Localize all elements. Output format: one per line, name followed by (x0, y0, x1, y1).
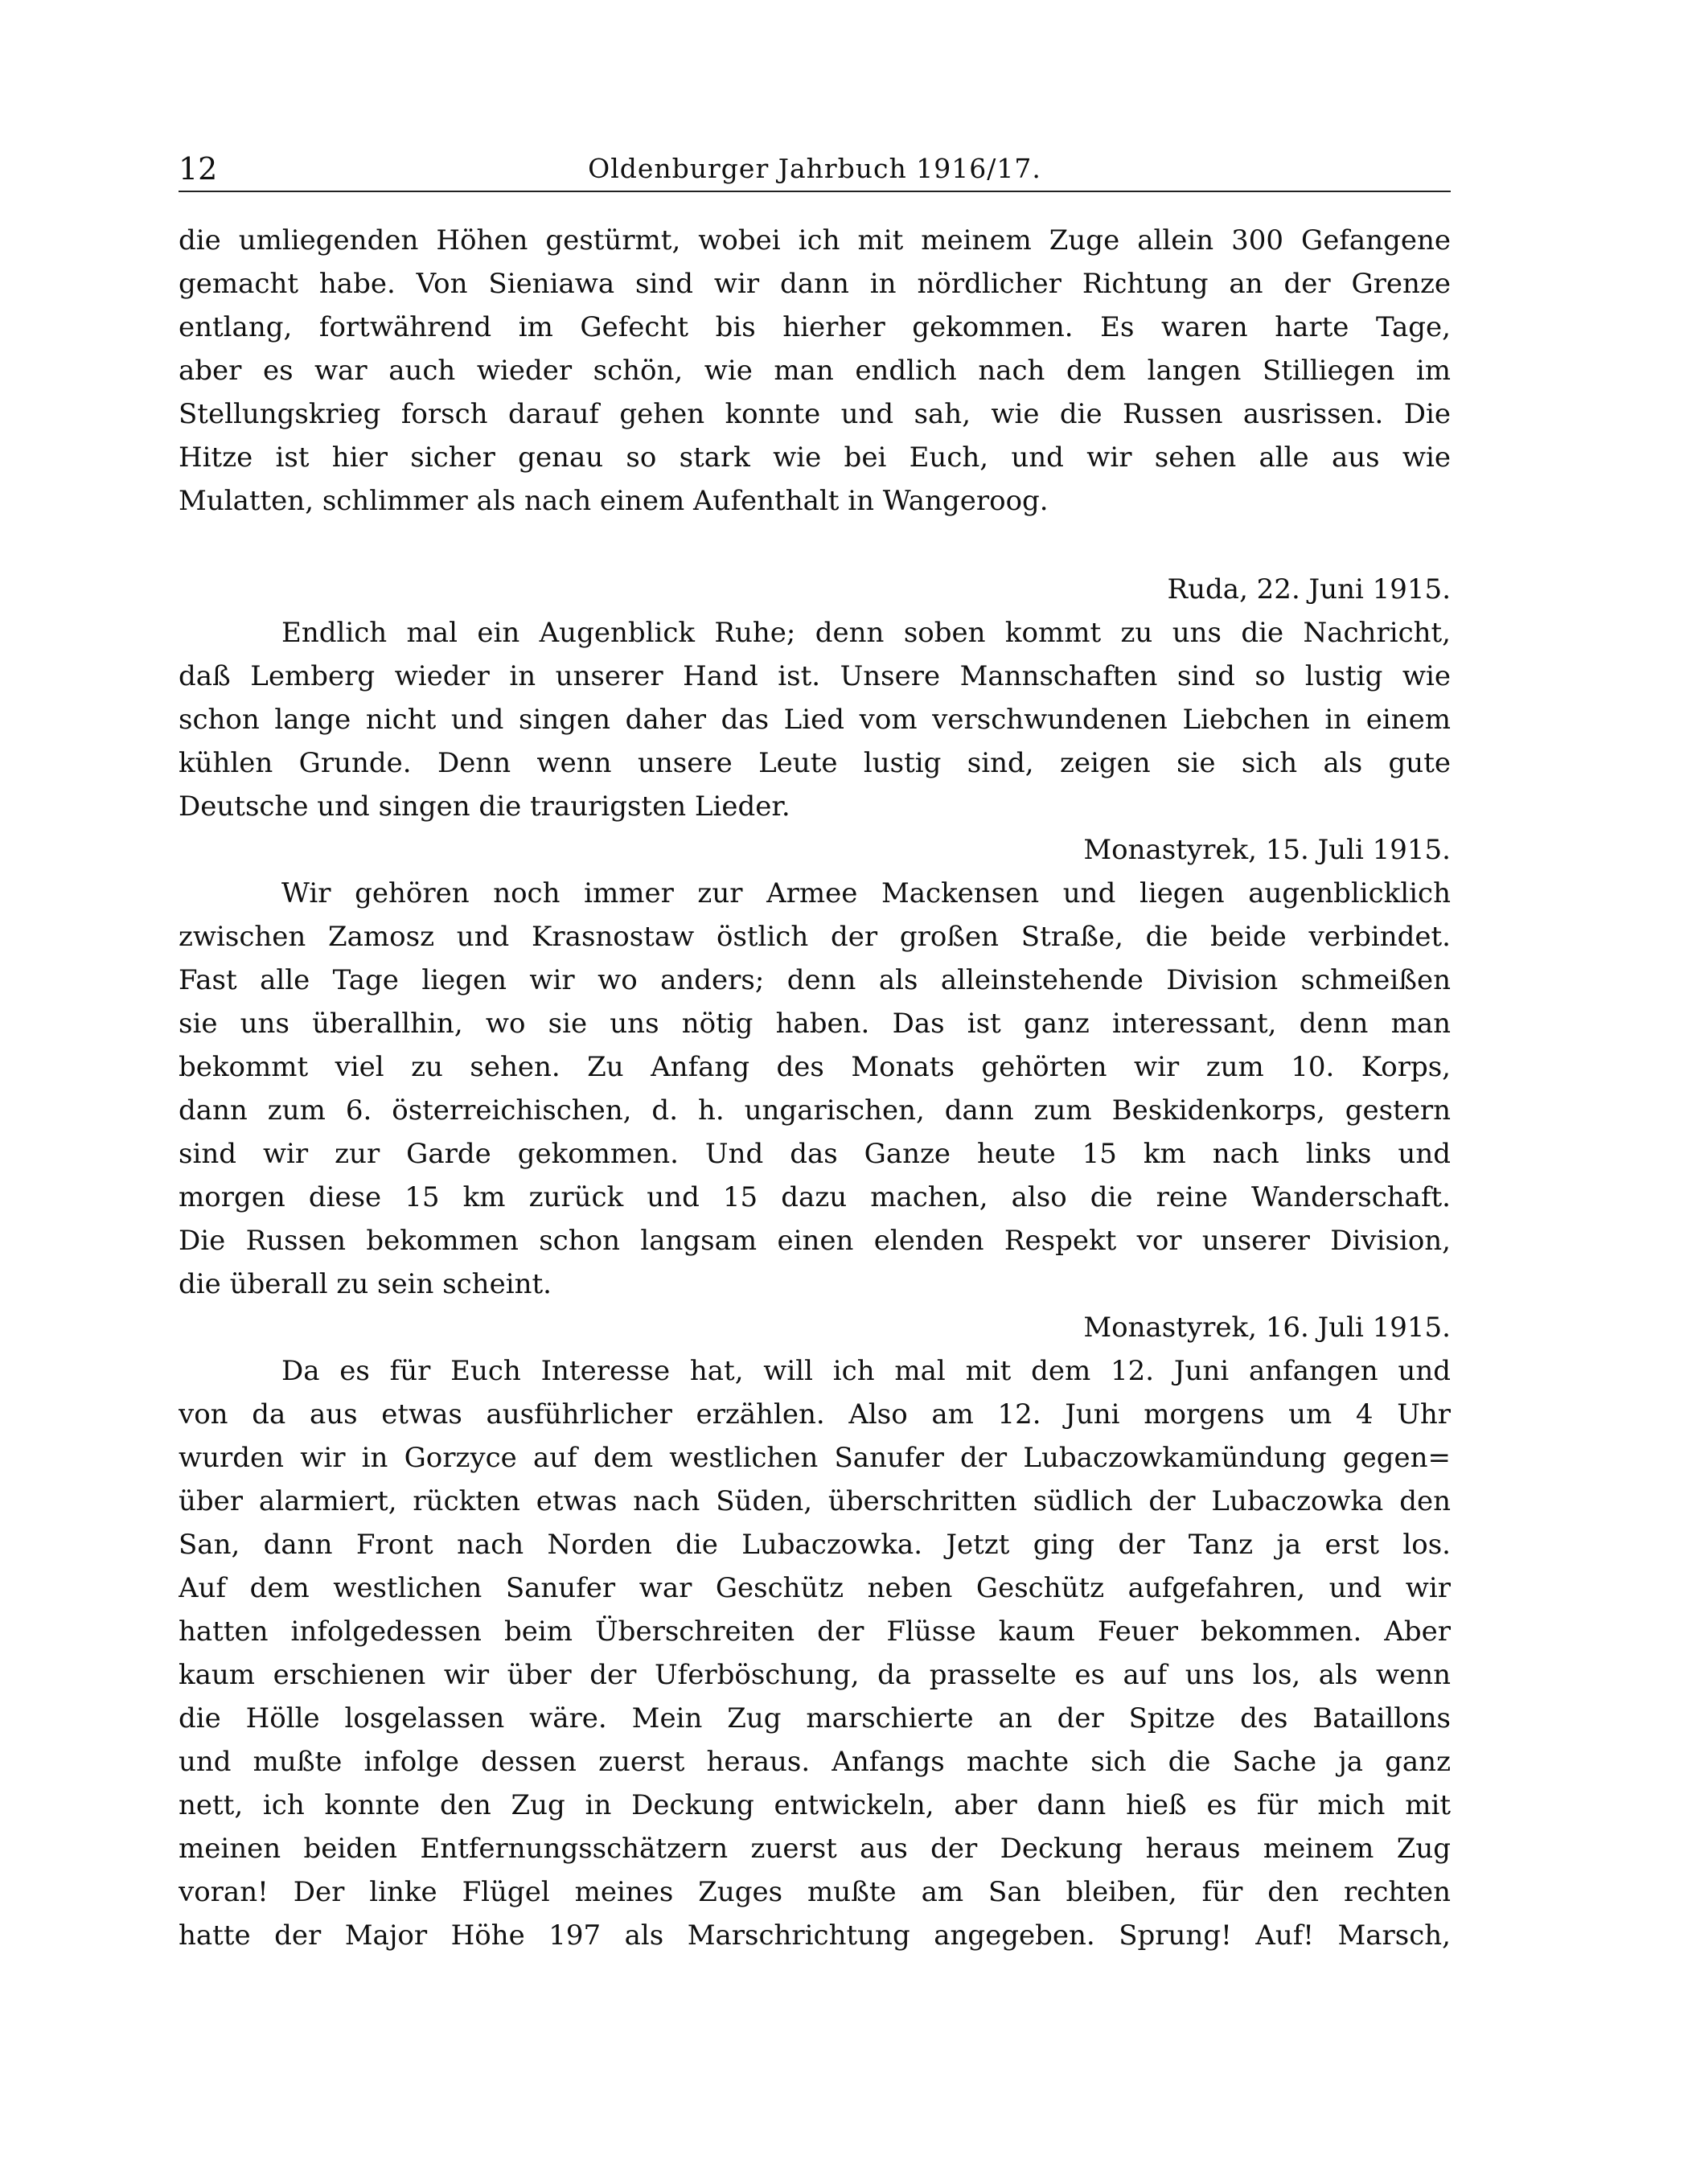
text-line: aber es war auch wieder schön, wie man endlich nach dem langen Stilliegen im (179, 355, 1451, 387)
header-rule (179, 191, 1451, 192)
text-line: sind wir zur Garde gekommen. Und das Ganze heute 15 km nach links und (179, 1138, 1451, 1170)
text-line: bekommt viel zu sehen. Zu Anfang des Monats gehörten wir zum 10. Korps, (179, 1051, 1451, 1083)
text-line: sie uns überallhin, wo sie uns nötig haben. Das ist ganz interessant, denn man (179, 1008, 1451, 1040)
running-title: Oldenburger Jahrbuch 1916/17. (588, 153, 1041, 184)
text-line: Auf dem westlichen Sanufer war Geschütz neben Geschütz aufgefahren, und wir (179, 1572, 1451, 1604)
text-line: wurden wir in Gorzyce auf dem westlichen Sanufer der Lubaczowkamündung gegen= (179, 1442, 1451, 1474)
text-line: Wir gehören noch immer zur Armee Mackensen und liegen augenblicklich (281, 877, 1451, 909)
text-line: Endlich mal ein Augenblick Ruhe; denn soben kommt zu uns die Nachricht, (281, 617, 1451, 649)
text-line: hatte der Major Höhe 197 als Marschrichtung angegeben. Sprung! Auf! Marsch, (179, 1919, 1451, 1952)
text-line: die überall zu sein scheint. (179, 1268, 552, 1300)
text-line: San, dann Front nach Norden die Lubaczowka. Jetzt ging der Tanz ja erst los. (179, 1529, 1451, 1561)
text-line: Die Russen bekommen schon langsam einen elenden Respekt vor unserer Division, (179, 1225, 1451, 1257)
text-line: über alarmiert, rückten etwas nach Süden, überschritten südlich der Lubaczowka den (179, 1485, 1451, 1517)
text-line: dann zum 6. österreichischen, d. h. ungarischen, dann zum Beskidenkorps, gestern (179, 1094, 1451, 1127)
letter-ruda (179, 568, 1451, 828)
dateline: Monastyrek, 16. Juli 1915. (1083, 1312, 1451, 1344)
text-line: Da es für Euch Interesse hat, will ich mal mit dem 12. Juni anfangen und (281, 1355, 1451, 1387)
text-line: nett, ich konnte den Zug in Deckung entwickeln, aber dann hieß es für mich mit (179, 1789, 1451, 1821)
text-line: morgen diese 15 km zurück und 15 dazu machen, also die reine Wanderschaft. (179, 1181, 1451, 1213)
text-line: kühlen Grunde. Denn wenn unsere Leute lustig sind, zeigen sie sich als gute (179, 747, 1451, 779)
text-line: gemacht habe. Von Sieniawa sind wir dann in nördlicher Richtung an der Grenze (179, 268, 1451, 300)
text-line: die Hölle losgelassen wäre. Mein Zug marschierte an der Spitze des Bataillons (179, 1702, 1451, 1734)
text-line: und mußte infolge dessen zuerst heraus. Anfangs machte sich die Sache ja ganz (179, 1746, 1451, 1778)
letter-monastyrek-15-juli (179, 828, 1451, 1306)
page-body (179, 219, 1451, 1957)
text-line: Mulatten, schlimmer als nach einem Aufenthalt in Wangeroog. (179, 485, 1049, 517)
text-line: zwischen Zamosz und Krasnostaw östlich der großen Straße, die beide verbindet. (179, 921, 1451, 953)
dateline: Monastyrek, 15. Juli 1915. (1083, 834, 1451, 866)
page-number: 12 (179, 151, 218, 187)
text-line: Deutsche und singen die traurigsten Lieder. (179, 790, 790, 823)
text-line: hatten infolgedessen beim Überschreiten der Flüsse kaum Feuer bekommen. Aber (179, 1615, 1451, 1648)
running-header (179, 146, 1451, 191)
dateline: Ruda, 22. Juni 1915. (1167, 573, 1451, 606)
text-line: kaum erschienen wir über der Uferböschung, da prasselte es auf uns los, als wenn (179, 1659, 1451, 1691)
text-line: die umliegenden Höhen gestürmt, wobei ich mit meinem Zuge allein 300 Gefangene (179, 224, 1451, 257)
text-line: Hitze ist hier sicher genau so stark wie bei Euch, und wir sehen alle aus wie (179, 441, 1451, 474)
text-line: schon lange nicht und singen daher das Lied vom verschwundenen Liebchen in einem (179, 704, 1451, 736)
text-line: Stellungskrieg forsch darauf gehen konnte und sah, wie die Russen ausrissen. Die (179, 398, 1451, 430)
text-line: entlang, fortwährend im Gefecht bis hierher gekommen. Es waren harte Tage, (179, 311, 1451, 343)
text-line: voran! Der linke Flügel meines Zuges mußte am San bleiben, für den rechten (179, 1876, 1451, 1908)
text-line: Fast alle Tage liegen wir wo anders; denn als alleinstehende Division schmeißen (179, 964, 1451, 996)
text-line: daß Lemberg wieder in unserer Hand ist. Unsere Mannschaften sind so lustig wie (179, 660, 1451, 692)
text-line: von da aus etwas ausführlicher erzählen. Also am 12. Juni morgens um 4 Uhr (179, 1398, 1451, 1431)
letter-monastyrek-16-juli (179, 1306, 1451, 1957)
section-gap (179, 523, 1451, 568)
paragraph-continuation (179, 219, 1451, 523)
text-line: meinen beiden Entfernungsschätzern zuerst aus der Deckung heraus meinem Zug (179, 1833, 1451, 1865)
